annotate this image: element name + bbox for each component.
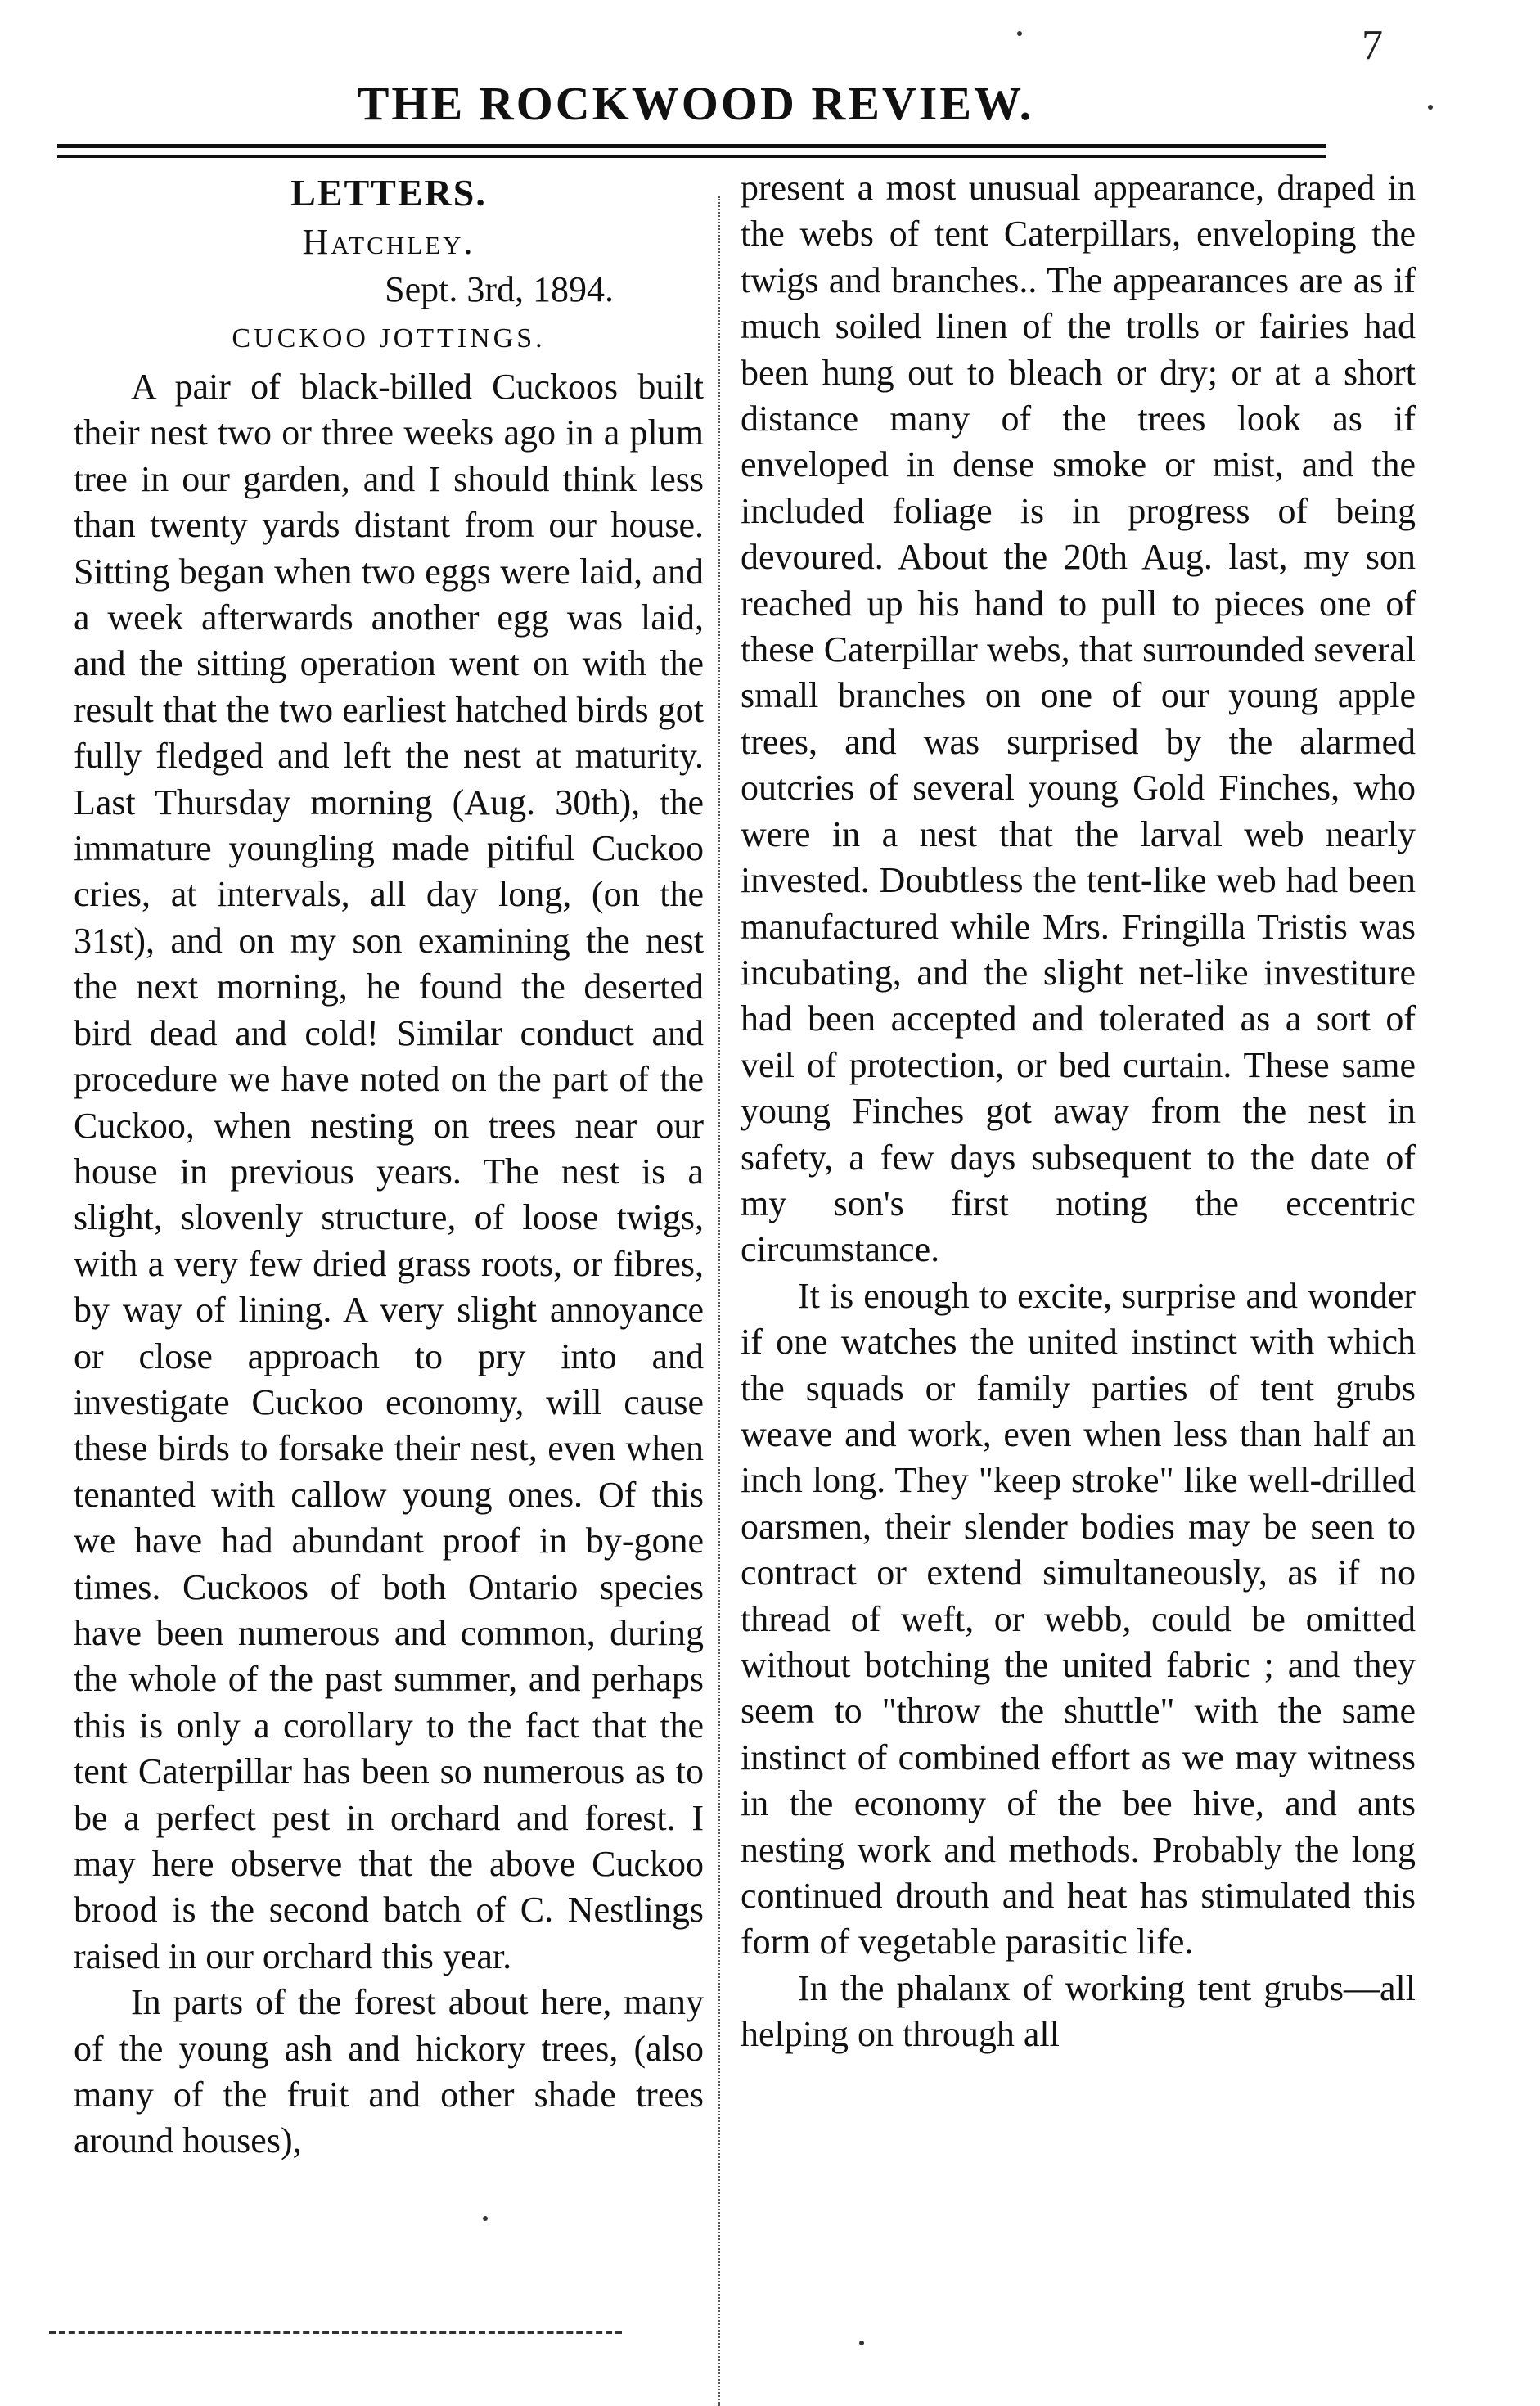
section-heading: LETTERS.	[290, 172, 487, 214]
article-subhead: CUCKOO JOTTINGS.	[232, 323, 546, 354]
letter-place: Hatchley.	[302, 222, 475, 262]
paragraph: In parts of the forest about here, many of the young ash and hickory trees, (also many of the fruit and other shade trees around houses),	[74, 1982, 704, 2161]
masthead-rule-secondary	[57, 155, 1326, 158]
scan-speck	[483, 2216, 488, 2221]
masthead-title: THE ROCKWOOD REVIEW.	[357, 77, 1034, 130]
right-column	[741, 165, 1416, 2058]
scan-speck	[859, 2341, 864, 2345]
paragraph: In the phalanx of working tent grubs—all helping on through all	[741, 1967, 1416, 2055]
paragraph: It is enough to excite, surprise and wonder if one watches the united instinct with which the squads or family parties of tent grubs weave and work, even when less than half an inch long. They "keep stroke" like well-drilled oarsmen, their slender bodies may be seen to contract or extend simultaneously, as if no thread of weft, or webb, could be omitted without botching the united fabric ; and they seem to "throw the shuttle" with the same instinct of combined effort as we may witness in the economy of the bee hive, and ants nesting work and methods. Probably the long continued drouth and heat has stimulated this form of vegetable parasitic life.	[741, 1275, 1416, 1962]
scan-speck	[1428, 105, 1433, 110]
paragraph: A pair of black-billed Cuckoos built their nest two or three weeks ago in a plum tree in our garden, and I should think less than twenty yards distant from our house. Sitting began when two eggs were laid, and a week afterwards another egg was laid, and the sitting operation went on with the result that the two earliest hatched birds got fully fledged and left the nest at maturity. Last Thursday morning (Aug. 30th), the immature youngling made pitiful Cuckoo cries, at intervals, all day long, (on the 31st), and on my son examining the nest the next morning, he found the deserted bird dead and cold! Similar conduct and procedure we have noted on the part of the Cuckoo, when nesting on trees near our house in previous years. The nest is a slight, slovenly structure, of loose twigs, with a very few dried grass roots, or fibres, by way of lining. A very slight annoyance or close approach to pry into and investigate Cuckoo economy, will cause these birds to forsake their nest, even when tenanted with callow young ones. Of this we have had abundant proof in by-gone times. Cuckoos of both Ontario species have been numerous and common, during the whole of the past summer, and perhaps this is only a corollary to the fact that the tent Caterpillar has been so numerous as to be a perfect pest in orchard and forest. I may here observe that the above Cuckoo brood is the second batch of C. Nestlings raised in our orchard this year.	[74, 367, 704, 1976]
masthead-rule	[57, 144, 1326, 148]
page-number-mark: 7	[1362, 22, 1383, 69]
scan-speck	[1017, 31, 1022, 36]
left-column	[74, 168, 704, 2165]
scan-artifact	[49, 2331, 622, 2339]
paragraph: present a most unusual appearance, draped in the webs of tent Caterpillars, enveloping the twigs and branches.. The appearances are as if much soiled linen of the trolls or fairies had been hung out to bleach or dry; or at a short distance many of the trees look as if enveloped in dense smoke or mist, and the included foliage is in progress of being devoured. About the 20th Aug. last, my son reached up his hand to pull to pieces one of these Caterpillar webs, that surrounded several small branches on one of our young apple trees, and was surprised by the alarmed outcries of several young Gold Finches, who were in a nest that the larval web nearly invested. Doubtless the tent-like web had been manufactured while Mrs. Fringilla Tristis was incubating, and the slight net-like investiture had been accepted and tolerated as a sort of veil of protection, or bed curtain. These same young Finches got away from the nest in safety, a few days subsequent to the date of my son's first noting the eccentric circumstance.	[741, 168, 1416, 1270]
letter-date: Sept. 3rd, 1894.	[385, 269, 614, 309]
column-divider	[718, 196, 720, 2406]
